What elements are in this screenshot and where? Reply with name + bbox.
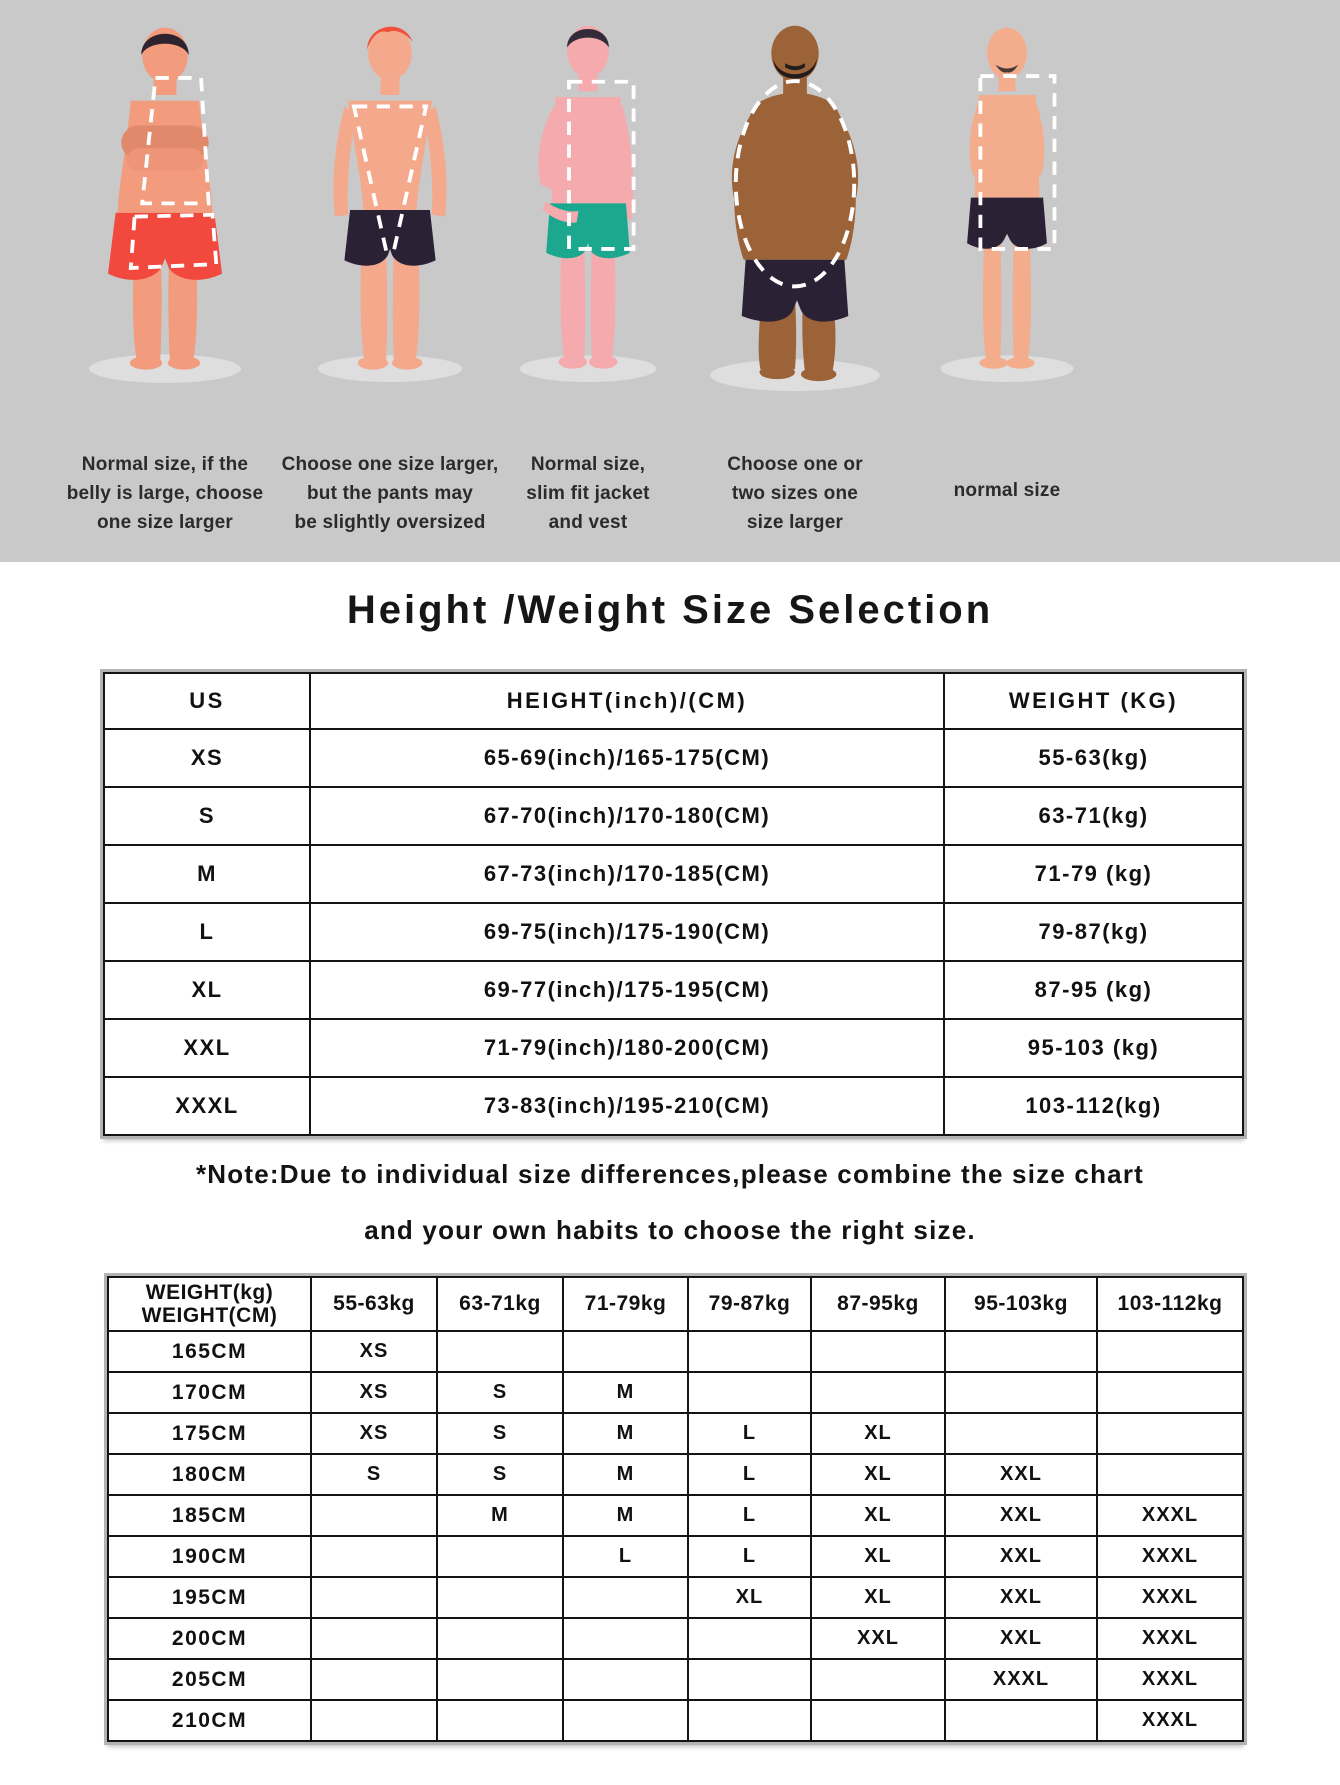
body-type-illustration-stocky	[70, 8, 260, 393]
height-range-cell: 73-83(inch)/195-210(CM)	[310, 1077, 944, 1135]
figure-column-4	[685, 0, 905, 537]
height-range-cell: 67-70(inch)/170-180(CM)	[310, 787, 944, 845]
matrix-size-cell	[437, 1536, 563, 1577]
matrix-size-cell	[1097, 1331, 1243, 1372]
figure-caption	[270, 450, 510, 537]
matrix-size-cell	[688, 1331, 811, 1372]
matrix-table-row	[108, 1495, 1243, 1536]
size-table-row	[104, 903, 1243, 961]
size-note-line-1: *Note:Due to individual size differences,please combine the size chart	[195, 1159, 1144, 1189]
matrix-size-cell: XL	[688, 1577, 811, 1618]
size-label-cell: M	[104, 845, 310, 903]
matrix-size-cell	[945, 1413, 1097, 1454]
matrix-height-row-label: 185CM	[108, 1495, 311, 1536]
matrix-size-cell: XXXL	[1097, 1618, 1243, 1659]
floor-shadow	[318, 355, 462, 382]
matrix-size-cell	[945, 1331, 1097, 1372]
matrix-size-cell	[311, 1618, 437, 1659]
size-table-row	[104, 729, 1243, 787]
caption-line: slim fit jacket	[526, 483, 650, 504]
matrix-size-cell	[688, 1700, 811, 1741]
height-weight-matrix-table	[107, 1276, 1244, 1742]
height-range-cell: 69-77(inch)/175-195(CM)	[310, 961, 944, 1019]
matrix-corner-line-1: WEIGHT(kg)	[145, 1281, 274, 1304]
size-label-cell: XS	[104, 729, 310, 787]
caption-line: be slightly oversized	[294, 512, 486, 533]
matrix-table-row	[108, 1536, 1243, 1577]
matrix-size-cell: M	[563, 1495, 688, 1536]
weight-range-cell: 71-79 (kg)	[944, 845, 1243, 903]
size-table-header-row	[104, 673, 1243, 729]
matrix-height-row-label: 200CM	[108, 1618, 311, 1659]
skin-shapes	[333, 27, 446, 370]
height-range-cell: 65-69(inch)/165-175(CM)	[310, 729, 944, 787]
figure-column-5	[897, 0, 1117, 505]
matrix-size-cell	[1097, 1413, 1243, 1454]
matrix-size-cell	[311, 1495, 437, 1536]
matrix-size-cell: XS	[311, 1413, 437, 1454]
matrix-header-row	[108, 1277, 1243, 1331]
matrix-size-cell: S	[437, 1372, 563, 1413]
caption-line: but the pants may	[307, 483, 473, 504]
caption-line: size larger	[746, 512, 844, 533]
matrix-size-cell	[563, 1659, 688, 1700]
matrix-size-cell: XXXL	[1097, 1659, 1243, 1700]
weight-range-cell: 63-71(kg)	[944, 787, 1243, 845]
matrix-height-row-label: 190CM	[108, 1536, 311, 1577]
weight-range-cell: 79-87(kg)	[944, 903, 1243, 961]
size-table-row	[104, 787, 1243, 845]
matrix-size-cell	[437, 1618, 563, 1659]
height-range-cell: 69-75(inch)/175-190(CM)	[310, 903, 944, 961]
matrix-weight-col-header: 55-63kg	[311, 1277, 437, 1331]
shorts	[344, 210, 435, 266]
matrix-size-cell: XL	[811, 1454, 945, 1495]
matrix-size-cell: S	[311, 1454, 437, 1495]
matrix-size-cell: L	[563, 1536, 688, 1577]
matrix-table-row	[108, 1413, 1243, 1454]
matrix-size-cell: L	[688, 1495, 811, 1536]
caption-line: Normal size,	[530, 454, 646, 475]
figure-column-1	[55, 0, 275, 537]
body-type-illustration-large	[692, 8, 898, 393]
figure-caption	[55, 450, 275, 537]
matrix-size-cell	[311, 1659, 437, 1700]
matrix-size-cell: XL	[811, 1413, 945, 1454]
body-types-banner	[0, 0, 1340, 562]
height-range-cell: 67-73(inch)/170-185(CM)	[310, 845, 944, 903]
matrix-size-cell	[811, 1659, 945, 1700]
skin-shapes	[538, 26, 633, 369]
matrix-corner-line-2: WEIGHT(CM)	[141, 1304, 278, 1327]
matrix-table-row	[108, 1618, 1243, 1659]
caption-line: belly is large, choose	[66, 483, 264, 504]
matrix-size-cell: XXL	[811, 1618, 945, 1659]
matrix-size-cell	[811, 1331, 945, 1372]
caption-line: two sizes one	[731, 483, 859, 504]
matrix-size-cell: M	[563, 1372, 688, 1413]
matrix-size-cell: M	[563, 1454, 688, 1495]
weight-range-cell: 55-63(kg)	[944, 729, 1243, 787]
matrix-size-cell	[311, 1577, 437, 1618]
caption-line: Choose one or	[727, 454, 863, 475]
floor-shadow	[520, 355, 657, 382]
size-table-row	[104, 1077, 1243, 1135]
page-title: Height /Weight Size Selection	[346, 588, 994, 632]
matrix-size-cell	[1097, 1372, 1243, 1413]
matrix-height-row-label: 195CM	[108, 1577, 311, 1618]
matrix-size-cell: XXL	[945, 1495, 1097, 1536]
matrix-size-cell: XXXL	[1097, 1536, 1243, 1577]
caption-line: normal size	[953, 480, 1061, 501]
body-type-illustration-thin	[912, 8, 1102, 393]
matrix-size-cell	[437, 1659, 563, 1700]
size-label-cell: XXL	[104, 1019, 310, 1077]
size-table-header-us: US	[104, 673, 310, 729]
shorts	[108, 213, 222, 280]
caption-line: and vest	[548, 512, 628, 533]
matrix-table-row	[108, 1700, 1243, 1741]
size-label-cell: XXXL	[104, 1077, 310, 1135]
size-label-cell: S	[104, 787, 310, 845]
matrix-size-cell	[945, 1700, 1097, 1741]
matrix-size-cell: L	[688, 1536, 811, 1577]
matrix-height-row-label: 180CM	[108, 1454, 311, 1495]
figure-column-2	[270, 0, 510, 537]
matrix-size-cell	[563, 1700, 688, 1741]
matrix-size-cell	[811, 1372, 945, 1413]
matrix-size-cell	[688, 1618, 811, 1659]
matrix-corner-header	[108, 1277, 311, 1331]
matrix-size-cell	[688, 1659, 811, 1700]
matrix-size-cell	[311, 1700, 437, 1741]
matrix-size-cell: XL	[811, 1495, 945, 1536]
matrix-size-cell: S	[437, 1413, 563, 1454]
caption-line: Normal size, if the	[81, 454, 249, 475]
matrix-weight-col-header: 71-79kg	[563, 1277, 688, 1331]
matrix-size-cell: S	[437, 1454, 563, 1495]
matrix-size-cell	[437, 1331, 563, 1372]
matrix-size-cell: XXXL	[1097, 1495, 1243, 1536]
size-note	[0, 1146, 1340, 1258]
weight-range-cell: 87-95 (kg)	[944, 961, 1243, 1019]
matrix-size-cell	[688, 1372, 811, 1413]
matrix-table-row	[108, 1331, 1243, 1372]
matrix-size-cell: XXL	[945, 1577, 1097, 1618]
size-table-header-weight: WEIGHT (KG)	[944, 673, 1243, 729]
matrix-table-body	[108, 1331, 1243, 1741]
size-label-cell: XL	[104, 961, 310, 1019]
matrix-weight-col-header: 95-103kg	[945, 1277, 1097, 1331]
matrix-size-cell: M	[563, 1413, 688, 1454]
floor-shadow	[89, 354, 241, 383]
matrix-size-cell	[563, 1577, 688, 1618]
weight-range-cell: 95-103 (kg)	[944, 1019, 1243, 1077]
size-note-line-2: and your own habits to choose the right size.	[364, 1215, 976, 1245]
matrix-size-cell: XXXL	[1097, 1577, 1243, 1618]
matrix-size-cell: XL	[811, 1577, 945, 1618]
floor-shadow	[941, 355, 1074, 382]
matrix-size-cell: XS	[311, 1372, 437, 1413]
matrix-weight-col-header: 63-71kg	[437, 1277, 563, 1331]
size-table-row	[104, 845, 1243, 903]
figure-column-3	[478, 0, 698, 537]
height-range-cell: 71-79(inch)/180-200(CM)	[310, 1019, 944, 1077]
matrix-height-row-label: 210CM	[108, 1700, 311, 1741]
figure-caption	[685, 450, 905, 537]
weight-range-cell: 103-112(kg)	[944, 1077, 1243, 1135]
matrix-size-cell	[945, 1372, 1097, 1413]
body-type-illustration-slim	[493, 8, 683, 393]
matrix-size-cell	[311, 1536, 437, 1577]
matrix-table-row	[108, 1659, 1243, 1700]
matrix-size-cell: XS	[311, 1331, 437, 1372]
matrix-table-row	[108, 1372, 1243, 1413]
matrix-size-cell: XL	[811, 1536, 945, 1577]
matrix-size-cell: XXXL	[1097, 1700, 1243, 1741]
matrix-size-cell	[1097, 1454, 1243, 1495]
matrix-size-cell: L	[688, 1454, 811, 1495]
matrix-weight-col-header: 87-95kg	[811, 1277, 945, 1331]
size-table-body	[104, 729, 1243, 1135]
figure-caption	[897, 476, 1117, 505]
matrix-size-cell	[437, 1700, 563, 1741]
figure-caption	[478, 450, 698, 537]
matrix-weight-col-header: 103-112kg	[1097, 1277, 1243, 1331]
matrix-size-cell	[563, 1618, 688, 1659]
matrix-size-cell: M	[437, 1495, 563, 1536]
body-type-illustration-athletic	[295, 8, 485, 393]
size-selection-table	[103, 672, 1244, 1136]
matrix-table-row	[108, 1577, 1243, 1618]
matrix-size-cell	[563, 1331, 688, 1372]
caption-line: one size larger	[96, 512, 234, 533]
matrix-size-cell: XXL	[945, 1454, 1097, 1495]
matrix-size-cell: XXXL	[945, 1659, 1097, 1700]
matrix-height-row-label: 175CM	[108, 1413, 311, 1454]
size-label-cell: L	[104, 903, 310, 961]
matrix-height-row-label: 165CM	[108, 1331, 311, 1372]
caption-line: Choose one size larger,	[281, 454, 499, 475]
size-table-row	[104, 1019, 1243, 1077]
matrix-table-row	[108, 1454, 1243, 1495]
matrix-height-row-label: 205CM	[108, 1659, 311, 1700]
size-table-row	[104, 961, 1243, 1019]
size-table-header-height: HEIGHT(inch)/(CM)	[310, 673, 944, 729]
matrix-size-cell: L	[688, 1413, 811, 1454]
matrix-size-cell: XXL	[945, 1618, 1097, 1659]
matrix-size-cell	[437, 1577, 563, 1618]
crossed-forearm	[127, 148, 203, 171]
matrix-weight-col-header: 79-87kg	[688, 1277, 811, 1331]
matrix-height-row-label: 170CM	[108, 1372, 311, 1413]
matrix-size-cell: XXL	[945, 1536, 1097, 1577]
matrix-size-cell	[811, 1700, 945, 1741]
